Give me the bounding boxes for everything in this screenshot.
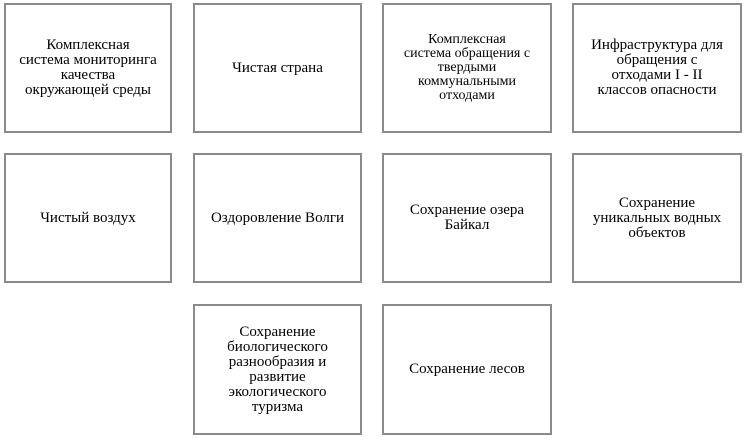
- label-line: Инфраструктура для: [591, 37, 723, 53]
- project-box-baikal: [382, 153, 552, 283]
- project-box-volga: [193, 153, 362, 283]
- project-box-biodiversity: [193, 304, 362, 435]
- label-line: объектов: [628, 224, 686, 241]
- project-box-water-objects: [572, 153, 742, 283]
- project-box-monitoring: [4, 3, 172, 133]
- project-label-clean-air: [40, 211, 136, 226]
- label-line: развитие: [249, 368, 306, 385]
- label-line: экологического: [228, 383, 327, 400]
- label-line: Комплексная: [46, 37, 130, 53]
- label-line: Сохранение лесов: [409, 361, 525, 377]
- project-label-baikal: [410, 203, 524, 233]
- label-line: Чистый воздух: [40, 209, 136, 226]
- label-line: уникальных водных: [592, 209, 722, 226]
- label-line: классов опасности: [597, 82, 717, 98]
- label-line: разнообразия и: [228, 353, 327, 370]
- project-box-clean-air: [4, 153, 172, 283]
- project-box-clean-country: [193, 3, 362, 133]
- project-label-volga: [211, 211, 344, 226]
- project-label-biodiversity: [227, 325, 328, 415]
- label-line: отходами: [439, 88, 495, 103]
- label-line: Чистая страна: [232, 59, 323, 76]
- label-line: качества: [60, 67, 116, 83]
- label-line: обращения с: [616, 52, 698, 68]
- label-line: твердыми: [437, 60, 497, 75]
- label-line: система обращения с: [403, 46, 531, 61]
- label-line: биологического: [227, 338, 328, 355]
- project-box-forests: [382, 304, 552, 435]
- label-line: Сохранение: [618, 194, 696, 211]
- project-label-water-objects: [593, 196, 721, 241]
- project-label-solid-waste: [404, 33, 530, 103]
- project-label-forests: [409, 362, 525, 377]
- label-line: окружающей среды: [25, 82, 151, 98]
- label-line: система мониторинга: [19, 52, 157, 68]
- project-label-hazard-waste: [591, 38, 723, 98]
- project-box-solid-waste: [382, 3, 552, 133]
- project-label-clean-country: [232, 61, 323, 76]
- label-line: отходами I - II: [611, 67, 703, 83]
- label-line: Байкал: [444, 217, 490, 233]
- label-line: Сохранение озера: [409, 202, 525, 218]
- label-line: Сохранение: [239, 323, 316, 340]
- project-box-hazard-waste: [572, 3, 742, 133]
- project-label-monitoring: [19, 38, 157, 98]
- label-line: коммунальными: [417, 74, 516, 89]
- label-line: туризма: [251, 398, 304, 415]
- label-line: Оздоровление Волги: [210, 209, 345, 226]
- label-line: Комплексная: [428, 32, 506, 47]
